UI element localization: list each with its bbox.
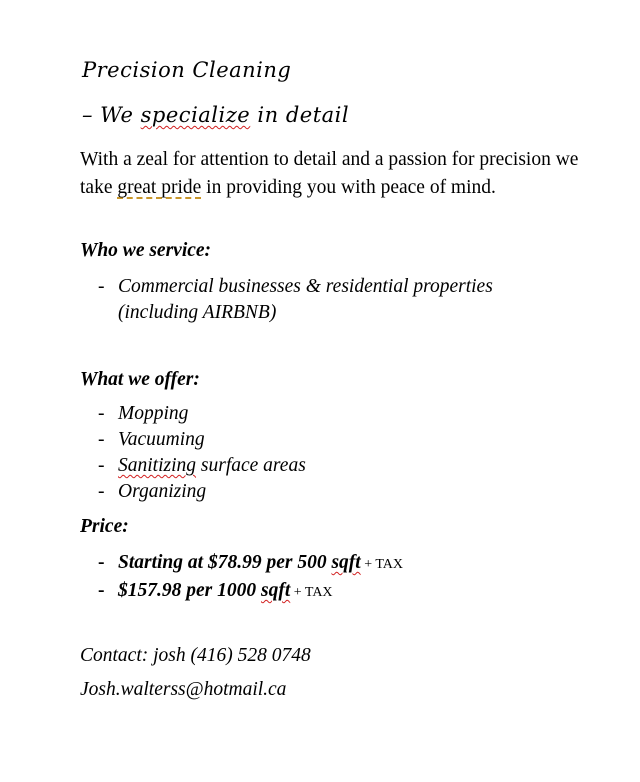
who-we-service-list (98, 274, 493, 326)
list-dash: - (98, 403, 105, 424)
intro-part2: in providing you with peace of mind. (201, 177, 496, 198)
tax-note: + TAX (290, 585, 333, 600)
title-text: Precision Cleaning (82, 58, 292, 82)
list-item-text: Organizing (118, 481, 207, 502)
price-heading: Price: (80, 516, 129, 537)
intro-part1: With a zeal for attention to detail and a passion for precision we take (80, 149, 579, 198)
list-item (98, 479, 306, 505)
list-dash: - (98, 580, 105, 601)
what-we-offer-list (98, 401, 306, 505)
price-row (98, 578, 403, 606)
spellcheck-word[interactable]: sqft (331, 552, 361, 573)
price-row (98, 550, 403, 578)
list-item (98, 274, 493, 326)
subtitle-suffix: in detail (250, 103, 350, 127)
who-we-service-heading: Who we service: (80, 240, 212, 261)
list-item-text: Vacuuming (118, 429, 205, 450)
subtitle-spellcheck-word[interactable]: specialize (140, 103, 251, 127)
spellcheck-word[interactable]: sqft (261, 580, 291, 601)
list-dash: - (98, 455, 105, 476)
list-dash: - (98, 552, 105, 573)
document-subtitle (82, 103, 349, 127)
spellcheck-word[interactable]: Sanitizing (118, 455, 197, 476)
list-item-text: Mopping (118, 403, 189, 424)
what-we-offer-heading: What we offer: (80, 369, 200, 390)
list-item-text: Commercial businesses & residential properties (118, 276, 493, 297)
list-dash: - (98, 276, 105, 297)
intro-paragraph (80, 146, 580, 202)
list-item-text: surface areas (196, 455, 306, 476)
list-dash: - (98, 481, 105, 502)
intro-grammar-phrase[interactable]: great pride (117, 177, 202, 198)
subtitle-prefix: – We (82, 103, 141, 127)
document-title (82, 58, 291, 82)
contact-phone: Contact: josh (416) 528 0748 (80, 645, 311, 666)
list-item (98, 453, 306, 479)
tax-note: + TAX (360, 557, 403, 572)
list-item (98, 427, 306, 453)
contact-email[interactable]: Josh.walterss@hotmail.ca (80, 679, 287, 700)
list-dash: - (98, 429, 105, 450)
price-list (98, 550, 403, 606)
price-text: $157.98 per 1000 (118, 580, 261, 601)
list-item (98, 401, 306, 427)
list-item-text: (including AIRBNB) (118, 302, 277, 323)
price-text: Starting at $78.99 per 500 (118, 552, 332, 573)
